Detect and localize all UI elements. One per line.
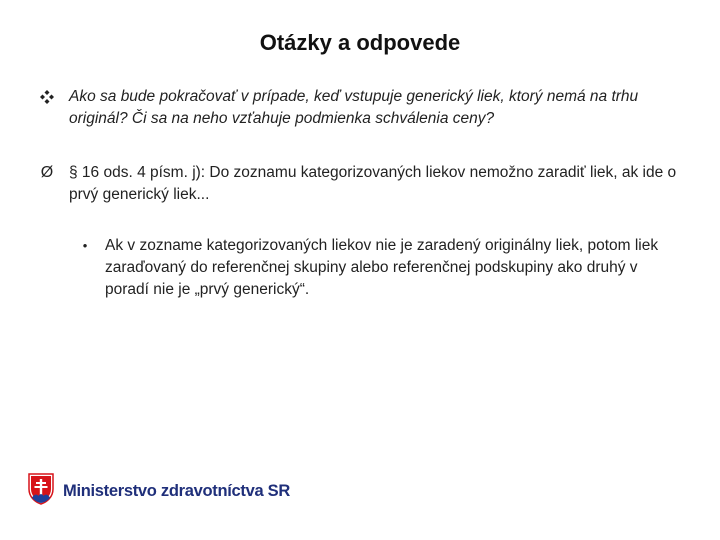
- arrow-bullet-icon: Ø: [40, 164, 54, 181]
- diamond-bullet-icon: [38, 86, 56, 108]
- slovak-coat-of-arms-icon: [28, 473, 54, 510]
- question-text: Ako sa bude pokračovať v prípade, keď vstupuje generický liek, ktorý nemá na trhu originál? Či sa na neho vzťahuje podmienka schválenia ceny?: [69, 88, 639, 127]
- answer-text: § 16 ods. 4 písm. j): Do zoznamu kategorizovaných liekov nemožno zaradiť liek, ak ide o prvý generický liek...: [69, 164, 677, 203]
- sub-answer-item: [78, 235, 678, 301]
- ministry-name: Ministerstvo zdravotníctva SR: [63, 481, 290, 500]
- sub-answer-text: Ak v zozname kategorizovaných liekov nie je zaradený originálny liek, potom liek zaraďovaný do referenčnej skupiny alebo referenčnej podskupiny ako druhý v poradí nie je „prvý generický“.: [105, 237, 659, 298]
- page-title: Otázky a odpovede: [259, 30, 461, 55]
- question-item: [38, 86, 688, 130]
- ministry-logo: [28, 474, 290, 508]
- answer-item: [38, 162, 688, 206]
- dot-bullet-icon: •: [82, 238, 88, 253]
